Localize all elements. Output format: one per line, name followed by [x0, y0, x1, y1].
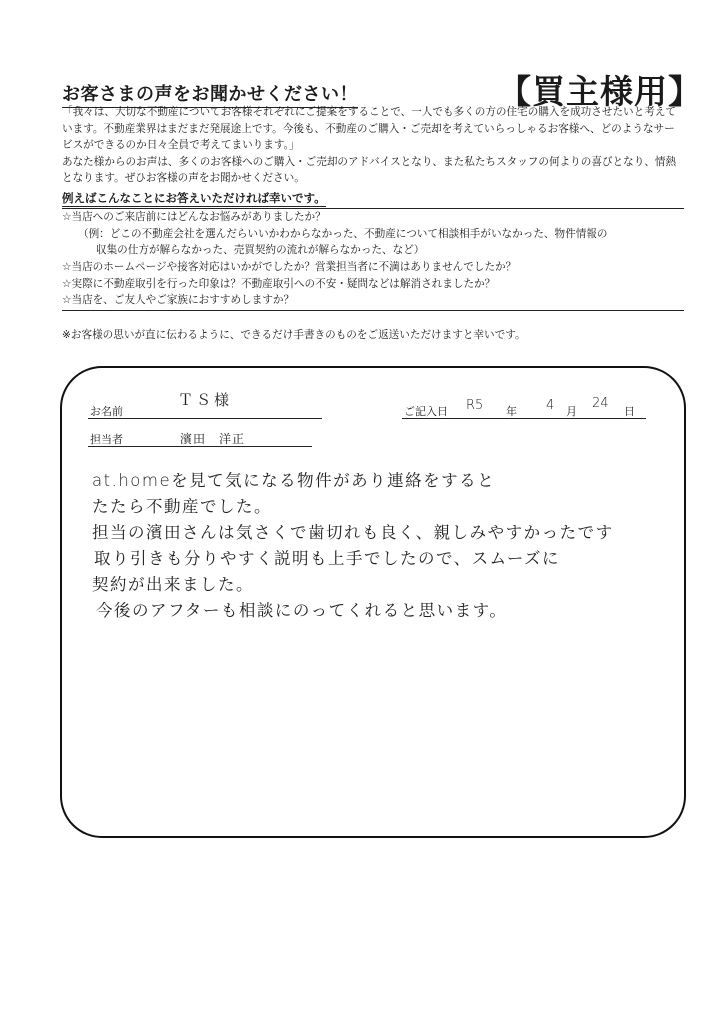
- comment-line: at.homeを見て気になる物件があり連絡をすると: [92, 471, 496, 490]
- question-1: ☆当店へのご来店前にはどんなお悩みがありましたか？: [62, 211, 326, 223]
- month-label: 月: [566, 405, 577, 418]
- page-title: お客さまの声をお聞かせください！: [62, 80, 358, 108]
- day-value: 24: [592, 396, 609, 411]
- date-era: R5: [466, 398, 484, 413]
- year-label: 年: [506, 405, 517, 418]
- staff-value: 濱田 洋正: [180, 432, 246, 446]
- intro-paragraph-1: 「我々は、大切な不動産についてお客様それぞれにご提案をすることで、一人でも多くの方の住宅の購入を成功させたいと考えています。不動産業界はまだまだ発展途上です。今後も、不動産のご購入・ご売却を考えていらっしゃるお客様へ、どのようなサービスができるのか日々全員で考えてまいります。」: [62, 106, 677, 151]
- buyer-badge: 【買主様用】: [498, 72, 702, 111]
- staff-label: 担当者: [90, 433, 123, 446]
- handwriting-note: ※お客様の思いが直に伝わるように、できるだけ手書きのものをご返送いただけますと幸いです。: [62, 329, 526, 341]
- question-2: ☆当店のホームページや接客対応はいかがでしたか？営業担当者に不満はありませんでしたか？: [62, 261, 517, 273]
- date-underline: [402, 418, 646, 419]
- question-1-example-a: （例：どこの不動産会社を選んだらいいかわからなかった、不動産について相談相手がいなかった、物件情報の: [78, 228, 608, 240]
- name-label: お名前: [90, 405, 123, 418]
- examples-heading: 例えばこんなことにお答えいただければ幸いです。: [62, 191, 326, 205]
- handwritten-comment: [92, 468, 652, 624]
- name-underline: [88, 418, 322, 419]
- examples-bottom-rule: [62, 310, 684, 311]
- comment-line: 担当の濱田さんは気さくで歯切れも良く、親しみやすかったです: [92, 523, 614, 542]
- comment-line: 契約が出来ました。: [92, 575, 254, 594]
- name-value: ＴＳ様: [178, 391, 233, 409]
- comment-line: 取り引きも分りやすく説明も上手でしたので、スムーズに: [94, 549, 561, 568]
- day-label: 日: [624, 405, 635, 418]
- comment-line: 今後のアフターも相談にのってくれると思います。: [96, 601, 508, 620]
- intro-block: [62, 104, 684, 187]
- intro-paragraph-2: あなた様からのお声は、多くのお客様へのご購入・ご売却のアドバイスとなり、また私たちスタッフの何よりの喜びとなり、情熱となります。ぜひお客様の声をお聞かせください。: [62, 155, 677, 184]
- question-3: ☆実際に不動産取引を行った印象は？不動産取引への不安・疑問などは解消されましたか？: [62, 278, 496, 290]
- date-label: ご記入日: [404, 405, 448, 418]
- comment-line: たたら不動産でした。: [92, 497, 272, 516]
- month-value: 4: [546, 398, 555, 413]
- question-1-example-b: 収集の仕方が解らなかった、売買契約の流れが解らなかった、など）: [96, 244, 425, 256]
- staff-underline: [88, 446, 312, 447]
- question-4: ☆当店を、ご友人やご家族におすすめしますか？: [62, 294, 295, 306]
